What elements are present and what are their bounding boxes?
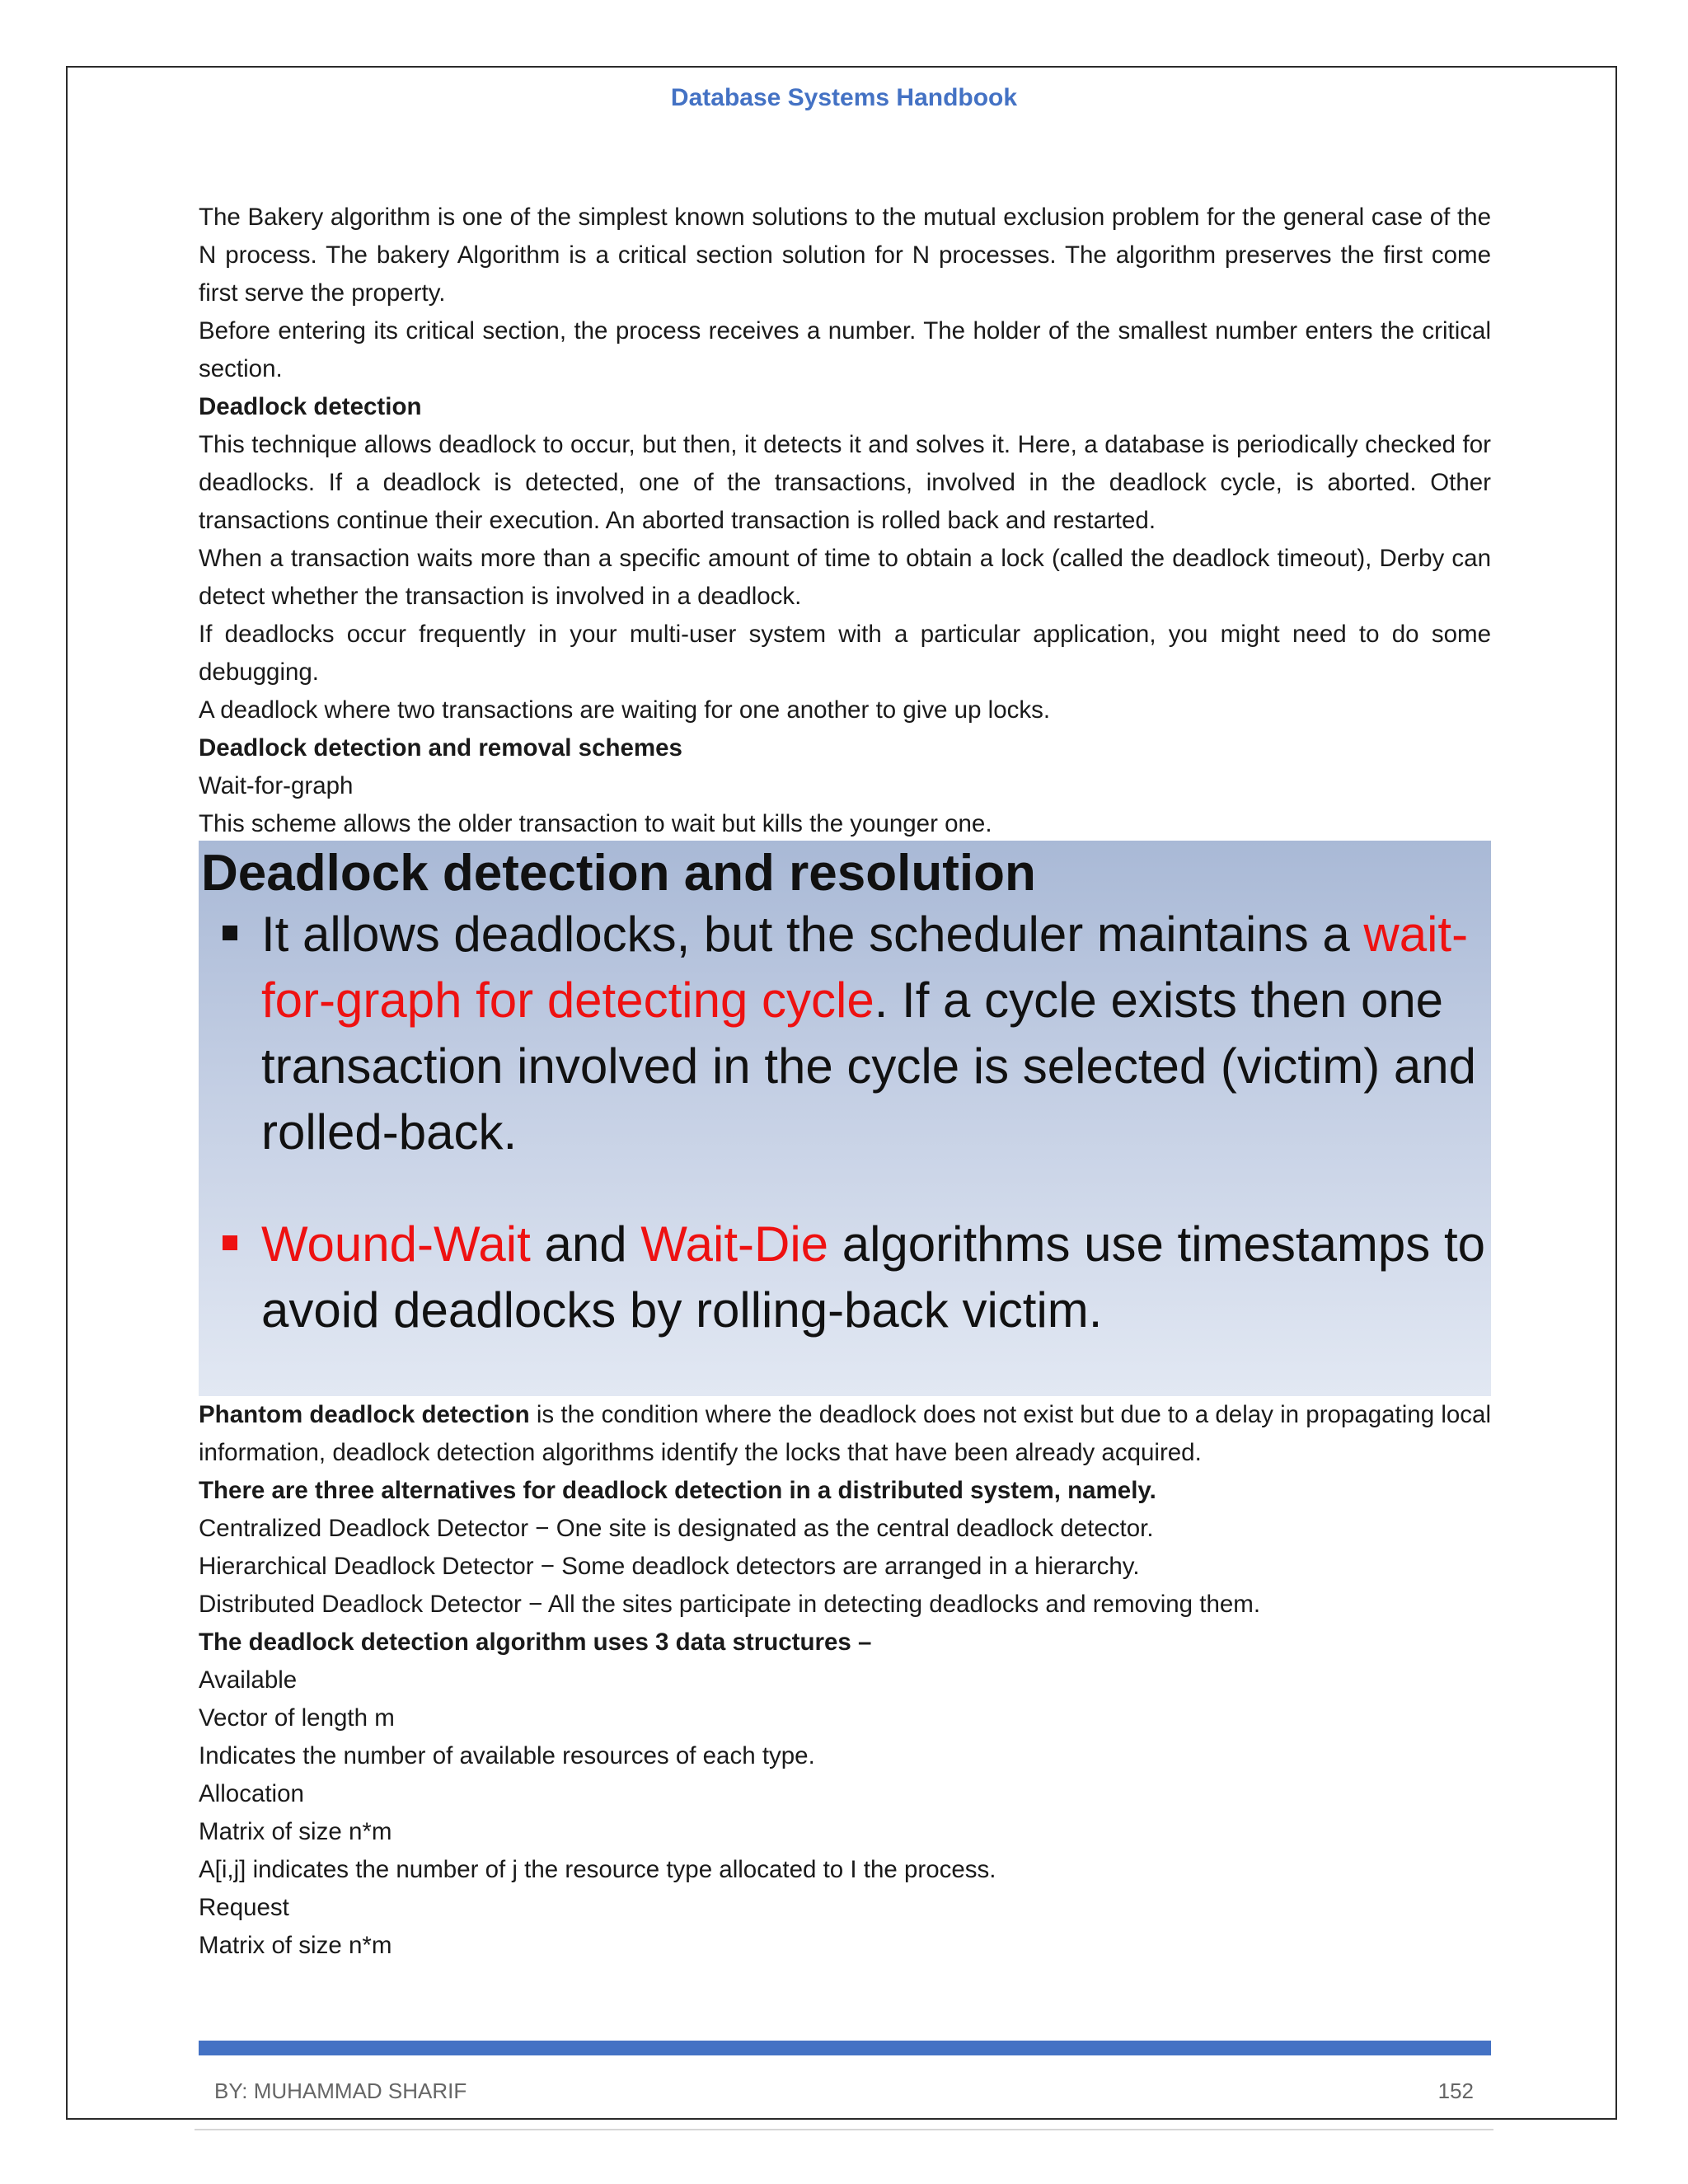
- paragraph-vector: Vector of length m: [199, 1704, 395, 1732]
- body-text-top: [199, 199, 1491, 843]
- footer-accent-bar: [199, 2041, 1491, 2055]
- page-header-title: Database Systems Handbook: [670, 84, 1018, 111]
- phantom-term: Phantom deadlock detection: [199, 1401, 530, 1428]
- paragraph-request: Request: [199, 1894, 289, 1921]
- phantom-definition: is the condition where the deadlock does not exist but due to a delay in propagating local information, deadlock detection algorithms identify the locks that have been already acquired.: [199, 1401, 1492, 1466]
- paragraph-allocation: Allocation: [199, 1780, 304, 1807]
- slide-image-deadlock-resolution: [199, 841, 1491, 1396]
- paragraph-distributed: Distributed Deadlock Detector − All the sites participate in detecting deadlocks and removing them.: [199, 1591, 1261, 1618]
- paragraph-technique: This technique allows deadlock to occur, but then, it detects it and solves it. Here, a database is periodically checked for deadlocks. If a deadlock is detected, one of the transactions, involved in the deadlock cycle, is aborted. Other transactions continue their execution. An aborted transaction is rolled back and restarted.: [199, 431, 1491, 534]
- heading-deadlock-detection: Deadlock detection: [199, 393, 422, 420]
- paragraph-bakery-number: Before entering its critical section, the process receives a number. The holder of the smallest number enters the critical section.: [199, 317, 1491, 382]
- heading-data-structures: The deadlock detection algorithm uses 3 data structures –: [199, 1629, 872, 1656]
- slide-bullet-2-wait-die: Wait-Die: [640, 1216, 829, 1272]
- slide-bullet-1-text-b: . If a cycle exists then one transaction involved in the cycle is selected (victim) and rolled-back.: [261, 972, 1476, 1160]
- slide-bullet-2: [261, 1212, 1491, 1343]
- paragraph-centralized: Centralized Deadlock Detector − One site is designated as the central deadlock detector.: [199, 1515, 1154, 1542]
- paragraph-indicates-available: Indicates the number of available resources of each type.: [199, 1742, 815, 1769]
- paragraph-timeout: When a transaction waits more than a specific amount of time to obtain a lock (called the deadlock timeout), Derby can detect whether the transaction is involved in a deadlock.: [199, 545, 1491, 610]
- body-text-bottom: [199, 1396, 1491, 1965]
- bottom-rule: [195, 2129, 1493, 2130]
- paragraph-two-transactions: A deadlock where two transactions are waiting for one another to give up locks.: [199, 696, 1051, 724]
- paragraph-bakery-intro: The Bakery algorithm is one of the simplest known solutions to the mutual exclusion problem for the general case of the N process. The bakery Algorithm is a critical section solution for N processes. The algorithm preserves the first come first serve the property.: [199, 204, 1491, 307]
- paragraph-hierarchical: Hierarchical Deadlock Detector − Some deadlock detectors are arranged in a hierarchy.: [199, 1553, 1140, 1580]
- paragraph-available: Available: [199, 1666, 298, 1694]
- slide-bullet-2-rest: algorithms use timestamps to avoid deadlocks by rolling-back victim.: [261, 1216, 1485, 1338]
- heading-removal-schemes: Deadlock detection and removal schemes: [199, 734, 682, 762]
- slide-bullet-1-highlight: wait-for-graph for detecting cycle: [261, 907, 1469, 1028]
- paragraph-older-younger: This scheme allows the older transaction to wait but kills the younger one.: [199, 810, 992, 837]
- paragraph-wait-for-graph: Wait-for-graph: [199, 772, 354, 799]
- slide-bullet-1: [261, 902, 1491, 1165]
- square-bullet-icon: [223, 926, 237, 940]
- paragraph-aij: A[i,j] indicates the number of j the resource type allocated to I the process.: [199, 1856, 996, 1883]
- paragraph-matrix-request: Matrix of size n*m: [199, 1932, 392, 1959]
- slide-title: Deadlock detection and resolution: [201, 845, 1036, 902]
- paragraph-debugging: If deadlocks occur frequently in your multi-user system with a particular application, you might need to do some debugging.: [199, 621, 1491, 686]
- heading-three-alternatives: There are three alternatives for deadlock detection in a distributed system, namely.: [199, 1477, 1156, 1504]
- paragraph-phantom: [199, 1396, 1491, 1472]
- square-bullet-icon: [223, 1235, 237, 1250]
- slide-bullet-1-text-a: It allows deadlocks, but the scheduler maintains a: [261, 907, 1364, 962]
- footer-page-number: 152: [1437, 2079, 1474, 2103]
- footer-author: BY: MUHAMMAD SHARIF: [214, 2079, 467, 2103]
- slide-bullet-2-and: and: [530, 1216, 641, 1272]
- paragraph-matrix-allocation: Matrix of size n*m: [199, 1818, 392, 1845]
- slide-bullet-2-wound-wait: Wound-Wait: [261, 1216, 531, 1272]
